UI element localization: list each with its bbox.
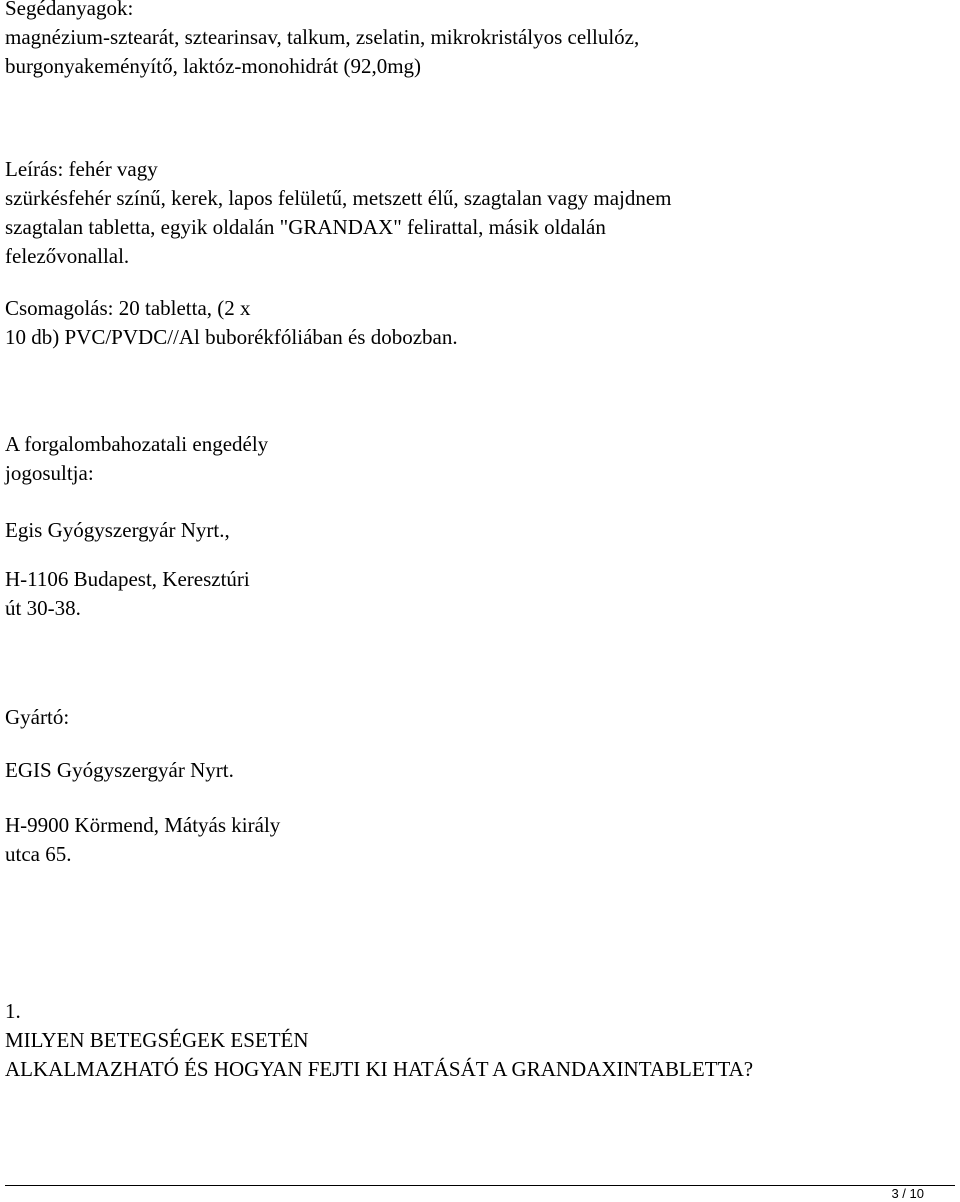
manufacturer-address-line: H-9900 Körmend, Mátyás király bbox=[5, 813, 281, 837]
manufacturer-address-line: utca 65. bbox=[5, 842, 72, 866]
excipients-heading: Segédanyagok: bbox=[5, 0, 134, 20]
mah-company-name: Egis Gyógyszergyár Nyrt., bbox=[5, 518, 230, 542]
manufacturer-heading bbox=[5, 703, 945, 732]
packaging-section bbox=[5, 294, 945, 352]
description-line: Leírás: fehér vagy bbox=[5, 157, 158, 181]
packaging-line: 10 db) PVC/PVDC//Al buborékfóliában és dobozban. bbox=[5, 325, 458, 349]
section1-heading bbox=[5, 997, 945, 1084]
section1-number: 1. bbox=[5, 999, 21, 1023]
page-number: 3 / 10 bbox=[891, 1186, 924, 1201]
mah-address bbox=[5, 565, 945, 623]
description-section bbox=[5, 155, 945, 271]
mah-address-line: út 30-38. bbox=[5, 596, 81, 620]
section1-title-line: MILYEN BETEGSÉGEK ESETÉN bbox=[5, 1028, 309, 1052]
packaging-line: Csomagolás: 20 tabletta, (2 x bbox=[5, 296, 251, 320]
description-line: felezővonallal. bbox=[5, 244, 130, 268]
description-line: szagtalan tabletta, egyik oldalán "GRANDAX" felirattal, másik oldalán bbox=[5, 215, 606, 239]
footer-divider bbox=[5, 1185, 955, 1186]
section1-title-line: ALKALMAZHATÓ ÉS HOGYAN FEJTI KI HATÁSÁT A GRANDAXINTABLETTA? bbox=[5, 1057, 754, 1081]
description-line: szürkésfehér színű, kerek, lapos felületű, metszett élű, szagtalan vagy majdnem bbox=[5, 186, 672, 210]
manufacturer-company bbox=[5, 756, 945, 785]
manufacturer-heading-text: Gyártó: bbox=[5, 705, 70, 729]
excipients-section bbox=[5, 0, 945, 81]
mah-company bbox=[5, 516, 945, 545]
manufacturer-address bbox=[5, 811, 945, 869]
excipients-line: magnézium-sztearát, sztearinsav, talkum, zselatin, mikrokristályos cellulóz, bbox=[5, 25, 640, 49]
mah-heading-line: A forgalombahozatali engedély bbox=[5, 432, 269, 456]
mah-address-line: H-1106 Budapest, Keresztúri bbox=[5, 567, 250, 591]
mah-heading bbox=[5, 430, 945, 488]
excipients-line: burgonyakeményítő, laktóz-monohidrát (92,0mg) bbox=[5, 54, 422, 78]
manufacturer-company-name: EGIS Gyógyszergyár Nyrt. bbox=[5, 758, 234, 782]
mah-heading-line: jogosultja: bbox=[5, 461, 94, 485]
